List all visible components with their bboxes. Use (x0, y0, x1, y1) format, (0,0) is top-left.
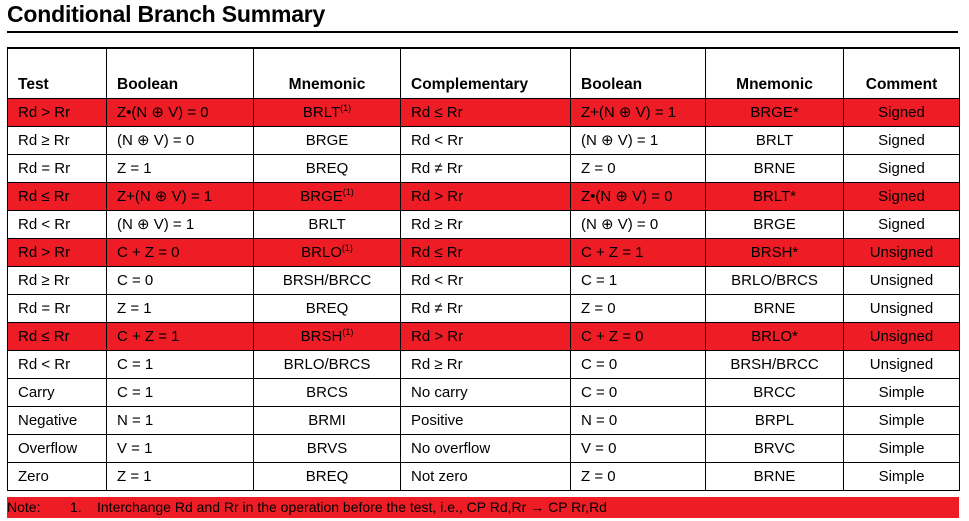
cell-test-text: Rd ≤ Rr (18, 327, 70, 345)
cell-comment (844, 210, 960, 238)
cell-complementary-boolean-text: Z = 0 (581, 467, 616, 485)
cell-complementary (401, 126, 571, 154)
cell-boolean-text: Z = 1 (117, 159, 152, 177)
cell-mnemonic-text: BRLO/BRCS (283, 355, 371, 373)
cell-complementary-mnemonic-text: BRSH/BRCC (730, 355, 819, 373)
cell-complementary-text: Rd ≤ Rr (411, 243, 463, 261)
cell-complementary-boolean (571, 294, 706, 322)
table-row (8, 98, 960, 126)
cell-complementary-text: Not zero (411, 467, 468, 485)
cell-test (8, 406, 107, 434)
cell-mnemonic (254, 238, 401, 266)
cell-complementary-mnemonic-text: BRLT* (752, 187, 797, 205)
cell-complementary-mnemonic-text: BRLT (755, 131, 794, 149)
cell-test-text: Overflow (18, 439, 78, 457)
cell-boolean (107, 98, 254, 126)
cell-complementary (401, 154, 571, 182)
cell-comment-text: Signed (878, 187, 925, 205)
cell-complementary-mnemonic-text: BRSH* (750, 243, 799, 261)
table-row (8, 238, 960, 266)
cell-complementary-mnemonic-text: BRNE (753, 159, 796, 177)
cell-complementary-mnemonic-text: BRLO/BRCS (731, 271, 818, 289)
cell-complementary-boolean (571, 322, 706, 350)
cell-mnemonic (254, 406, 401, 434)
cell-test (8, 294, 107, 322)
cell-boolean-text: C + Z = 0 (117, 243, 180, 261)
cell-test (8, 182, 107, 210)
cell-test-text: Rd > Rr (18, 103, 71, 121)
cell-complementary-text: Rd > Rr (411, 187, 464, 205)
cell-boolean (107, 154, 254, 182)
cell-complementary-mnemonic (706, 126, 844, 154)
footnote-reference: (1) (342, 326, 354, 337)
cell-comment-text: Simple (878, 411, 925, 429)
cell-comment-text: Signed (878, 215, 925, 233)
header-boolean: Boolean (107, 48, 254, 98)
cell-complementary-mnemonic-text: BRLO* (751, 327, 798, 345)
cell-complementary-text: Rd ≥ Rr (411, 355, 463, 373)
cell-mnemonic (254, 98, 401, 126)
table-row (8, 322, 960, 350)
cell-complementary-mnemonic (706, 406, 844, 434)
table-body (8, 98, 960, 490)
cell-mnemonic (254, 266, 401, 294)
table-row (8, 182, 960, 210)
title-divider (7, 31, 958, 33)
cell-complementary-boolean-text: (N ⊕ V) = 0 (581, 216, 659, 233)
cell-mnemonic (254, 462, 401, 490)
cell-complementary (401, 434, 571, 462)
cell-boolean (107, 238, 254, 266)
cell-complementary-boolean-text: Z+(N ⊕ V) = 1 (581, 104, 677, 121)
cell-boolean (107, 378, 254, 406)
cell-complementary-text: Positive (411, 411, 464, 429)
cell-complementary-mnemonic (706, 238, 844, 266)
cell-boolean-text: Z•(N ⊕ V) = 0 (117, 104, 209, 121)
cell-boolean-text: V = 1 (117, 439, 153, 457)
cell-complementary-mnemonic (706, 210, 844, 238)
cell-mnemonic (254, 210, 401, 238)
cell-complementary-boolean-text: V = 0 (581, 439, 617, 457)
cell-complementary-mnemonic-text: BRVC (753, 439, 796, 457)
cell-complementary-boolean (571, 350, 706, 378)
cell-complementary (401, 182, 571, 210)
cell-complementary-boolean-text: Z = 0 (581, 159, 616, 177)
cell-test-text: Negative (18, 411, 78, 429)
cell-mnemonic (254, 126, 401, 154)
cell-mnemonic-text: BRSH/BRCC (282, 271, 372, 289)
cell-complementary-boolean-text: C = 0 (581, 355, 618, 373)
cell-boolean (107, 182, 254, 210)
cell-mnemonic-text: BREQ (305, 299, 349, 317)
cell-mnemonic-text: BREQ (305, 467, 349, 485)
cell-mnemonic-text: BRSH (300, 327, 343, 345)
cell-complementary-boolean-text: C = 0 (581, 383, 618, 401)
cell-complementary (401, 210, 571, 238)
cell-test-text: Rd = Rr (18, 299, 71, 317)
table-row (8, 266, 960, 294)
table-row (8, 434, 960, 462)
cell-boolean (107, 406, 254, 434)
cell-mnemonic (254, 378, 401, 406)
cell-comment (844, 462, 960, 490)
cell-mnemonic-text: BREQ (305, 159, 349, 177)
cell-mnemonic-text: BRMI (308, 411, 346, 429)
table-row (8, 210, 960, 238)
cell-comment (844, 266, 960, 294)
cell-complementary (401, 294, 571, 322)
cell-boolean-text: Z = 1 (117, 467, 152, 485)
cell-mnemonic-text: BRGE (300, 187, 343, 205)
cell-complementary-boolean (571, 154, 706, 182)
cell-comment (844, 126, 960, 154)
cell-mnemonic-text: BRLO (301, 243, 342, 261)
cell-comment (844, 350, 960, 378)
footnote-reference: (1) (342, 186, 354, 197)
cell-complementary-boolean (571, 462, 706, 490)
cell-test (8, 238, 107, 266)
cell-complementary-boolean (571, 126, 706, 154)
cell-complementary-text: Rd < Rr (411, 271, 464, 289)
header-mnemonic: Mnemonic (254, 48, 401, 98)
cell-test-text: Rd < Rr (18, 215, 71, 233)
cell-complementary-mnemonic-text: BRGE (753, 215, 796, 233)
cell-complementary-boolean-text: N = 0 (581, 411, 618, 429)
branch-summary-table (7, 47, 960, 491)
cell-complementary-text: Rd ≠ Rr (411, 299, 463, 317)
cell-complementary-mnemonic (706, 378, 844, 406)
cell-complementary-boolean (571, 406, 706, 434)
cell-complementary-text: Rd < Rr (411, 131, 464, 149)
table-row (8, 406, 960, 434)
cell-complementary-mnemonic-text: BRNE (753, 467, 796, 485)
cell-mnemonic (254, 434, 401, 462)
cell-complementary (401, 98, 571, 126)
cell-complementary-boolean (571, 182, 706, 210)
cell-test-text: Rd < Rr (18, 355, 71, 373)
cell-test (8, 434, 107, 462)
cell-complementary-mnemonic (706, 294, 844, 322)
table-row (8, 126, 960, 154)
cell-complementary-boolean-text: (N ⊕ V) = 1 (581, 132, 659, 149)
cell-complementary-boolean (571, 98, 706, 126)
header-comment: Comment (844, 48, 960, 98)
table-row (8, 350, 960, 378)
cell-boolean (107, 462, 254, 490)
cell-complementary-text: No overflow (411, 439, 491, 457)
cell-comment (844, 182, 960, 210)
cell-comment-text: Unsigned (869, 243, 934, 261)
cell-test-text: Carry (18, 383, 55, 401)
footnote-label: Note: (7, 499, 41, 515)
cell-test (8, 462, 107, 490)
header-complementary: Complementary (401, 48, 571, 98)
cell-test-text: Zero (18, 467, 49, 485)
cell-boolean (107, 434, 254, 462)
cell-comment-text: Simple (878, 467, 925, 485)
cell-complementary-boolean (571, 378, 706, 406)
cell-complementary (401, 378, 571, 406)
table-row (8, 294, 960, 322)
cell-complementary (401, 322, 571, 350)
cell-complementary-mnemonic (706, 266, 844, 294)
cell-complementary-boolean (571, 434, 706, 462)
cell-complementary-boolean-text: C + Z = 0 (581, 327, 644, 345)
cell-mnemonic (254, 294, 401, 322)
cell-mnemonic-text: BRVS (306, 439, 348, 457)
page-title: Conditional Branch Summary (7, 1, 326, 27)
cell-boolean-text: C = 1 (117, 355, 154, 373)
cell-test-text: Rd = Rr (18, 159, 71, 177)
cell-boolean-text: (N ⊕ V) = 1 (117, 216, 195, 233)
cell-test (8, 322, 107, 350)
cell-complementary-boolean (571, 238, 706, 266)
cell-test (8, 378, 107, 406)
cell-comment-text: Simple (878, 383, 925, 401)
footnote-number: 1. (70, 499, 82, 515)
cell-complementary-text: No carry (411, 383, 468, 401)
cell-mnemonic-text: BRCS (306, 383, 348, 401)
cell-comment (844, 154, 960, 182)
footnote-text: Interchange Rd and Rr in the operation before the test, i.e., CP Rd,Rr → CP Rr,Rd (97, 499, 607, 515)
cell-test (8, 126, 107, 154)
footnote-reference: (1) (340, 102, 352, 113)
cell-complementary-boolean-text: Z•(N ⊕ V) = 0 (581, 188, 673, 205)
cell-complementary (401, 238, 571, 266)
cell-complementary-mnemonic-text: BRNE (753, 299, 796, 317)
cell-mnemonic (254, 182, 401, 210)
cell-boolean-text: C = 0 (117, 271, 154, 289)
cell-complementary-mnemonic-text: BRGE* (750, 103, 799, 121)
cell-test (8, 266, 107, 294)
cell-test-text: Rd > Rr (18, 243, 71, 261)
cell-complementary-text: Rd ≤ Rr (411, 103, 463, 121)
cell-complementary-mnemonic-text: BRPL (754, 411, 795, 429)
cell-comment-text: Unsigned (869, 271, 934, 289)
cell-test-text: Rd ≥ Rr (18, 271, 70, 289)
cell-comment (844, 294, 960, 322)
cell-complementary (401, 266, 571, 294)
header-complementary-boolean: Boolean (571, 48, 706, 98)
cell-comment (844, 378, 960, 406)
cell-complementary-text: Rd ≥ Rr (411, 215, 463, 233)
cell-complementary-mnemonic (706, 154, 844, 182)
cell-comment (844, 98, 960, 126)
cell-boolean (107, 210, 254, 238)
cell-mnemonic-text: BRLT (308, 215, 346, 233)
cell-complementary-mnemonic (706, 462, 844, 490)
cell-boolean (107, 322, 254, 350)
cell-complementary-mnemonic (706, 434, 844, 462)
cell-boolean (107, 266, 254, 294)
footnote (7, 497, 959, 518)
cell-complementary-mnemonic (706, 182, 844, 210)
table-row (8, 378, 960, 406)
cell-complementary-boolean (571, 266, 706, 294)
cell-boolean-text: C + Z = 1 (117, 327, 180, 345)
cell-mnemonic-text: BRGE (305, 131, 349, 149)
cell-comment (844, 406, 960, 434)
cell-boolean (107, 350, 254, 378)
cell-boolean-text: Z = 1 (117, 299, 152, 317)
cell-test (8, 210, 107, 238)
cell-complementary-boolean-text: C + Z = 1 (581, 243, 644, 261)
cell-boolean-text: (N ⊕ V) = 0 (117, 132, 195, 149)
cell-test (8, 350, 107, 378)
cell-mnemonic-text: BRLT (302, 103, 341, 121)
cell-test (8, 98, 107, 126)
cell-comment (844, 434, 960, 462)
header-test: Test (8, 48, 107, 98)
cell-comment-text: Signed (878, 159, 925, 177)
cell-boolean-text: C = 1 (117, 383, 154, 401)
cell-comment-text: Unsigned (869, 299, 934, 317)
cell-comment (844, 322, 960, 350)
cell-mnemonic (254, 350, 401, 378)
cell-comment-text: Signed (878, 131, 925, 149)
table-row (8, 462, 960, 490)
cell-comment-text: Unsigned (869, 355, 934, 373)
cell-boolean (107, 126, 254, 154)
cell-test-text: Rd ≤ Rr (18, 187, 70, 205)
cell-complementary-mnemonic (706, 98, 844, 126)
cell-complementary-mnemonic-text: BRCC (753, 383, 796, 401)
cell-complementary (401, 350, 571, 378)
cell-complementary-text: Rd ≠ Rr (411, 159, 463, 177)
cell-complementary-boolean-text: Z = 0 (581, 299, 616, 317)
cell-complementary-boolean-text: C = 1 (581, 271, 618, 289)
cell-complementary (401, 406, 571, 434)
cell-comment-text: Simple (878, 439, 925, 457)
cell-complementary (401, 462, 571, 490)
cell-mnemonic (254, 322, 401, 350)
cell-complementary-mnemonic (706, 350, 844, 378)
cell-boolean-text: N = 1 (117, 411, 154, 429)
cell-test-text: Rd ≥ Rr (18, 131, 70, 149)
footnote-reference: (1) (341, 242, 353, 253)
cell-test (8, 154, 107, 182)
cell-complementary-mnemonic (706, 322, 844, 350)
cell-mnemonic (254, 154, 401, 182)
header-complementary-mnemonic: Mnemonic (706, 48, 844, 98)
cell-comment-text: Unsigned (869, 327, 934, 345)
table-row (8, 154, 960, 182)
cell-comment-text: Signed (878, 103, 925, 121)
table-header-row (8, 48, 960, 98)
cell-comment (844, 238, 960, 266)
cell-complementary-boolean (571, 210, 706, 238)
cell-boolean-text: Z+(N ⊕ V) = 1 (117, 188, 213, 205)
cell-complementary-text: Rd > Rr (411, 327, 464, 345)
cell-boolean (107, 294, 254, 322)
